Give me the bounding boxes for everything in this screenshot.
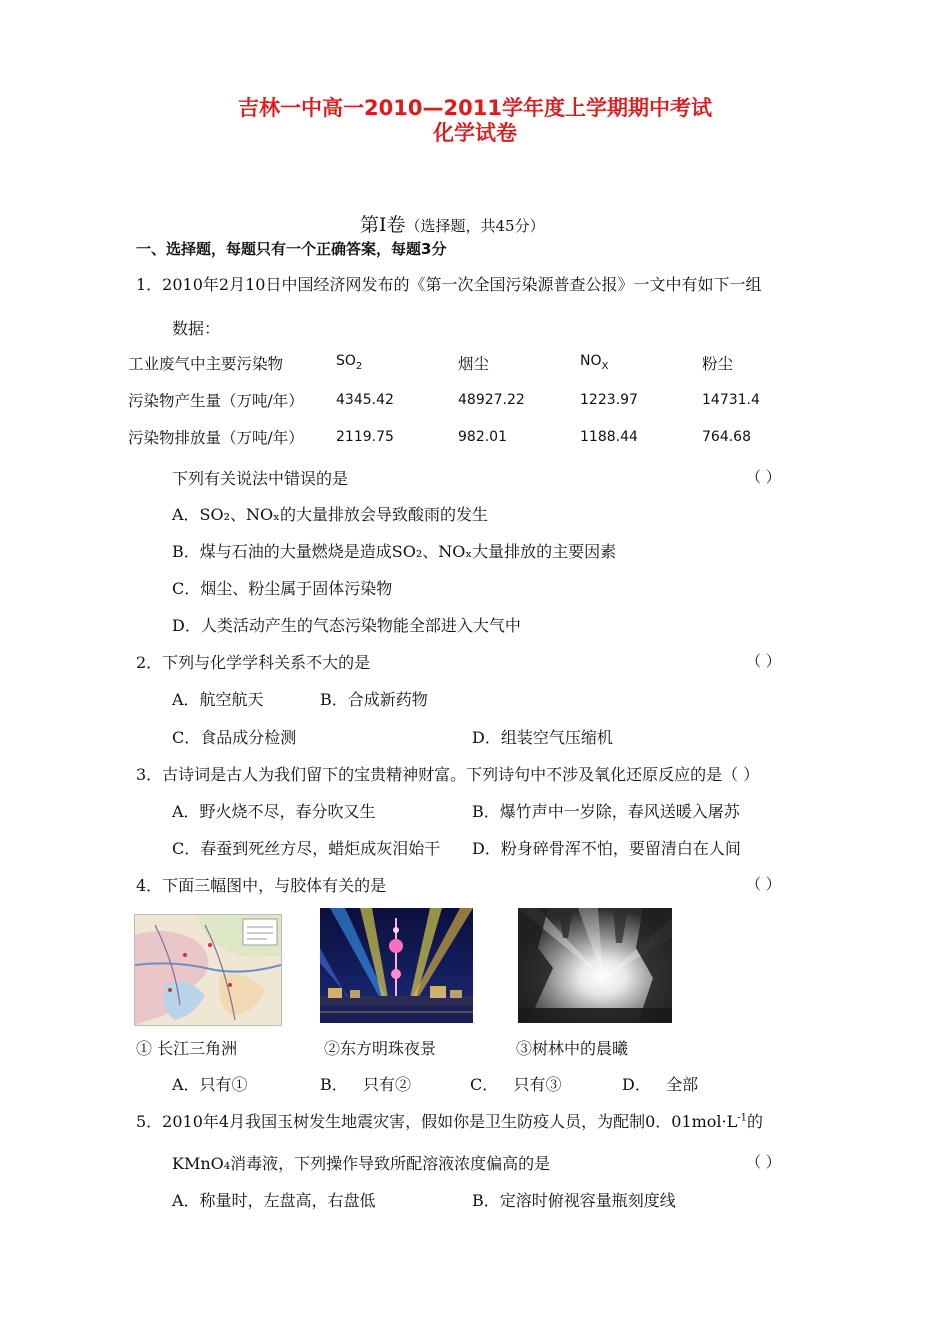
q5-option-b: B．定溶时俯视容量瓶刻度线 <box>472 1191 676 1210</box>
table-cell: 764.68 <box>702 428 751 445</box>
table-cell: 982.01 <box>458 428 507 445</box>
q5-answer-paren: （ ） <box>746 1153 781 1171</box>
table-cell: 14731.4 <box>702 391 760 408</box>
q3-option-a: A．野火烧不尽，春分吹又生 <box>172 802 376 821</box>
oriental-pearl-night-image <box>320 908 473 1023</box>
table-cell: 2119.75 <box>336 428 394 445</box>
q4-option-d: D． 全部 <box>622 1075 699 1094</box>
q4-answer-paren: （ ） <box>746 875 781 893</box>
table-row <box>128 381 812 418</box>
q2-answer-paren: （ ） <box>746 652 781 670</box>
forest-morning-light-image <box>518 908 672 1023</box>
section-title: 第Ⅰ卷 <box>360 214 406 236</box>
q3-option-d: D．粉身碎骨浑不怕，要留清白在人间 <box>472 839 741 858</box>
exam-subtitle: 化学试卷 <box>433 121 517 145</box>
q1-option-c: C．烟尘、粉尘属于固体污染物 <box>172 579 393 598</box>
table-row <box>128 418 812 455</box>
table-header-cell: 工业废气中主要污染物 <box>128 354 284 373</box>
section-subtitle: （选择题，共45分） <box>405 217 545 235</box>
q3-stem: 3．古诗词是古人为我们留下的宝贵精神财富。下列诗句中不涉及氧化还原反应的是（ ） <box>136 765 760 784</box>
image-caption-2: ②东方明珠夜景 <box>324 1039 437 1058</box>
table-header-row <box>128 344 812 381</box>
q1-prompt: 下列有关说法中错误的是 <box>172 469 349 488</box>
q2-option-a: A．航空航天 <box>172 690 264 709</box>
q2-option-c: C．食品成分检测 <box>172 728 297 747</box>
q1-option-a: A．SO₂、NOₓ的大量排放会导致酸雨的发生 <box>172 505 488 524</box>
q3-option-c: C．春蚕到死丝方尽，蜡炬成灰泪始干 <box>172 839 441 858</box>
q4-option-b: B． 只有② <box>320 1075 412 1094</box>
table-cell: 污染物产生量（万吨/年） <box>128 391 304 410</box>
table-cell: 4345.42 <box>336 391 394 408</box>
table-header-cell: 粉尘 <box>702 354 734 373</box>
q2-stem: 2．下列与化学学科关系不大的是 <box>136 653 371 672</box>
table-cell: 48927.22 <box>458 391 525 408</box>
q3-option-b: B．爆竹声中一岁除，春风送暖入屠苏 <box>472 802 740 821</box>
exam-title: 吉林一中高一2010—2011学年度上学期期中考试 <box>238 96 712 120</box>
q5-stem: 5．2010年4月我国玉树发生地震灾害，假如你是卫生防疫人员，为配制0．$01mol\cdot L^{-1}$的 <box>136 1112 764 1131</box>
table-header-cell: 烟尘 <box>458 354 490 373</box>
table-cell: 1188.44 <box>580 428 638 445</box>
q4-stem: 4．下面三幅图中，与胶体有关的是 <box>136 876 387 895</box>
table-header-cell: $SO_2$ <box>336 353 363 372</box>
q1-stem: 1．2010年2月10日中国经济网发布的《第一次全国污染源普查公报》一文中有如下一组 <box>136 275 762 294</box>
table-cell: 1223.97 <box>580 391 638 408</box>
table-header-cell: $NO_X$ <box>580 353 609 372</box>
section-instruction: 一、选择题，每题只有一个正确答案，每题3分 <box>136 240 447 258</box>
section-heading <box>360 210 545 237</box>
q2-option-d: D．组装空气压缩机 <box>472 728 613 747</box>
pollution-table <box>128 344 812 455</box>
image-caption-3: ③树林中的晨曦 <box>516 1039 629 1058</box>
image-caption-1: ① 长江三角洲 <box>136 1039 238 1058</box>
q1-option-b: B．煤与石油的大量燃烧是造成SO₂、NOₓ大量排放的主要因素 <box>172 542 617 561</box>
q4-option-a: A．只有① <box>172 1075 248 1094</box>
q2-option-b: B．合成新药物 <box>320 690 428 709</box>
q1-answer-paren: （ ） <box>746 468 781 486</box>
q5-stem-cont: KMnO₄消毒液，下列操作导致所配溶液浓度偏高的是 <box>172 1154 551 1173</box>
q4-option-c: C． 只有③ <box>470 1075 562 1094</box>
q5-option-a: A．称量时，左盘高，右盘低 <box>172 1191 376 1210</box>
q1-stem-cont: 数据： <box>172 319 221 338</box>
q1-option-d: D．人类活动产生的气态污染物能全部进入大气中 <box>172 616 521 635</box>
yangtze-delta-map-image <box>134 914 282 1026</box>
table-cell: 污染物排放量（万吨/年） <box>128 428 304 447</box>
